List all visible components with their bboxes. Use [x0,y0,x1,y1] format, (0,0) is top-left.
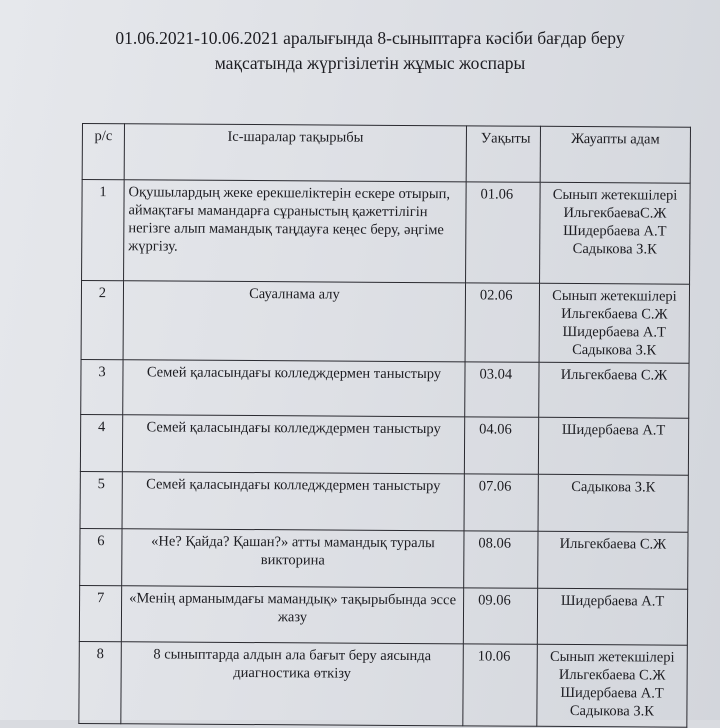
row-responsible [538,531,688,589]
row-responsible [538,417,688,475]
row-number: 8 [79,641,122,723]
responsible-person: Шидербаева А.Т [562,323,666,341]
table-row [79,585,687,645]
table-row [81,359,689,418]
row-responsible [537,644,687,727]
document-title [60,26,680,76]
responsible-person: Садыкова З.К [571,478,656,496]
row-topic: «Менің арманымдағы мамандық» тақырыбында эссе жазу [121,586,463,644]
row-number: 2 [81,281,123,360]
row-date: 07.06 [464,474,538,531]
row-number: 6 [80,528,122,585]
table-row [79,641,687,727]
title-line-1: 01.06.2021-10.06.2021 аралығында 8-сыныптарға кәсіби бағдар беру [115,28,625,48]
responsible-person: Ильгекбаева С.Ж [560,366,668,384]
header-number: р/с [82,124,124,180]
responsible-person: Сынып жетекшілері [552,186,678,204]
header-responsible: Жауапты адам [540,126,690,183]
row-date: 09.06 [463,588,537,644]
table-header-row [82,124,690,184]
row-responsible [539,362,689,418]
row-responsible [539,283,689,363]
responsible-person: Сынып жетекшілері [549,648,675,666]
row-number: 4 [80,414,122,471]
responsible-person: Садыкова З.К [572,241,657,258]
responsible-person: Садыкова З.К [569,702,654,720]
table-row [80,414,688,475]
row-date: 01.06 [466,182,541,283]
row-topic: 8 сыныптарда алдын ала бағыт беру аясында диагностика өткізу [121,642,463,726]
row-date: 10.06 [463,644,537,726]
table-row [80,471,688,532]
responsible-person: Сынып жетекшілері [552,287,677,305]
row-date: 08.06 [464,531,538,588]
row-topic: «Не? Қайда? Қашан?» атты мамандық туралы викторина [122,529,464,588]
row-responsible [538,474,688,532]
row-number: 5 [80,471,122,528]
responsible-person: Шидербаева А.Т [561,421,666,439]
responsible-person: Ильгекбаева С.Ж [559,535,667,553]
header-date: Уақыты [466,126,540,182]
header-topic: Іс-шаралар тақырыбы [124,124,466,182]
row-topic: Семей қаласындағы колледждермен таныстыру [123,360,465,417]
responsible-person: Ильгекбаева С.Ж [561,305,668,323]
responsible-person: Шидербаева А.Т [560,592,665,610]
row-responsible [537,588,687,645]
row-topic: Семей қаласындағы колледждермен таныстыру [122,415,464,474]
responsible-person: Ильгекбаева С.Ж [558,666,666,684]
row-number: 3 [81,359,123,414]
responsible-person: ИльгекбаеваС.Ж [563,204,667,222]
table-row [82,180,691,285]
table-row [81,281,689,364]
work-plan-table [78,123,691,728]
row-date: 04.06 [464,417,538,474]
title-line-2: мақсатында жүргізілетін жұмыс жоспары [214,53,526,73]
responsible-person: Садыкова З.К [572,341,657,359]
responsible-person: Шидербаева А.Т [560,684,664,702]
responsible-person: Шидербаева А.Т [563,222,667,240]
row-topic: Оқушылардың жеке ерекшеліктерін ескере отырып, аймақтағы мамандарға сұраныстың қажеттілігін негізге алып мамандық таңдауға кеңес беру, әңгіме жүргізу. [124,180,467,283]
row-topic: Семей қаласындағы колледждермен таныстыру [122,472,464,531]
row-number: 7 [79,585,121,641]
table-row [80,528,688,589]
row-number: 1 [82,180,125,281]
row-date: 02.06 [465,283,539,362]
row-date: 03.04 [465,362,539,417]
row-topic: Сауалнама алу [123,281,465,362]
row-responsible [540,182,691,284]
